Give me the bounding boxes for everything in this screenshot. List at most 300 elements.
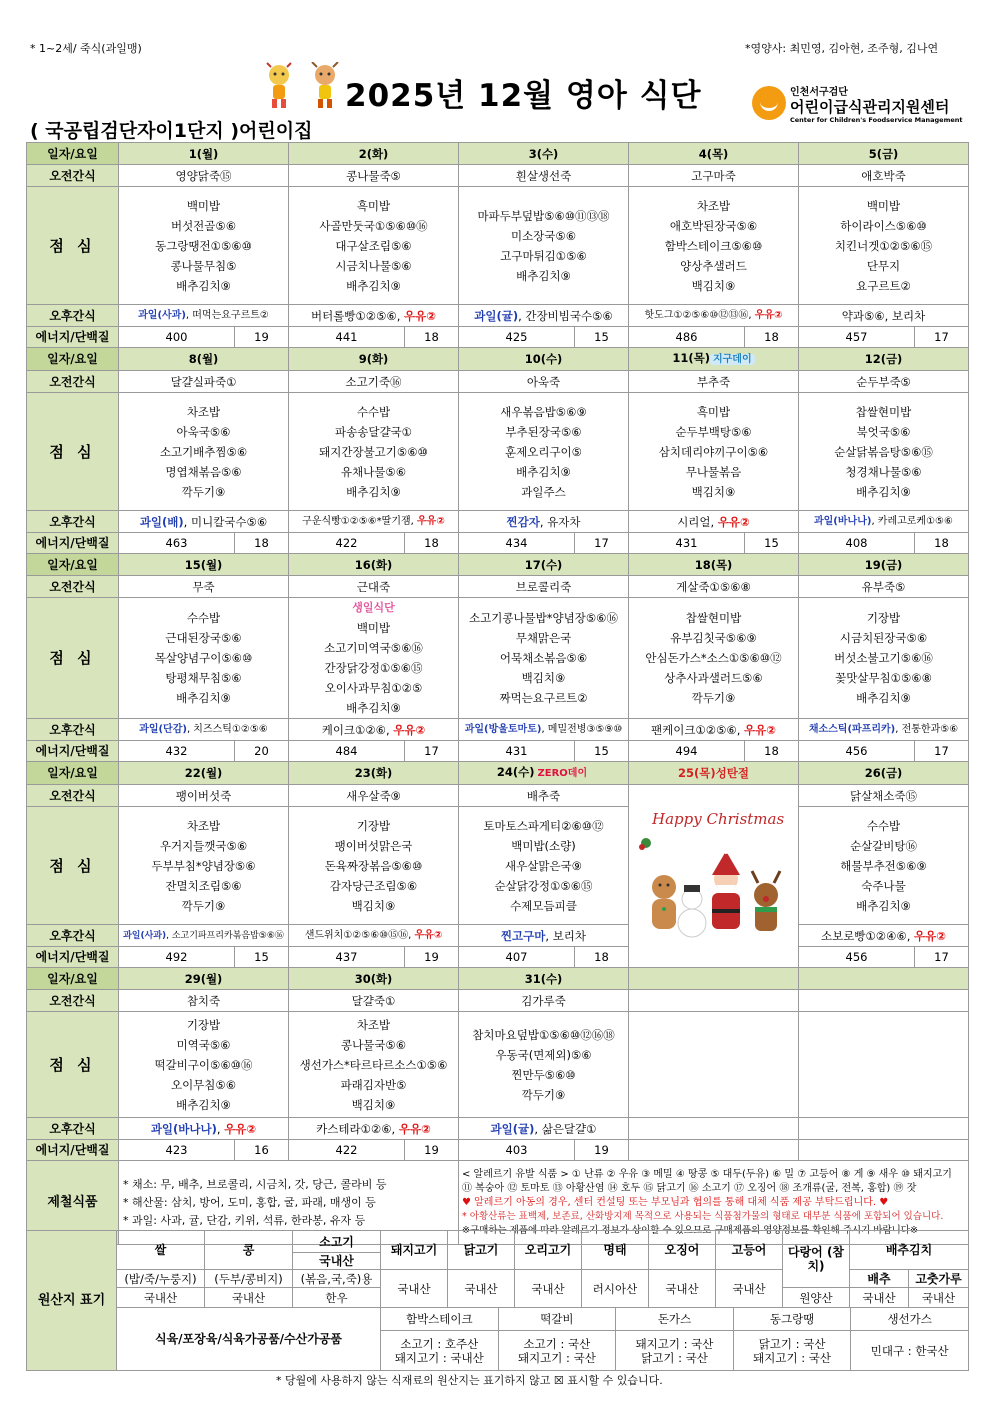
am-snack: 팽이버섯죽	[119, 785, 289, 807]
origin-head: 고등어	[716, 1231, 783, 1270]
fruit-item: 과일(사과)	[123, 930, 167, 941]
pm-snack	[799, 925, 969, 947]
pm-snack	[629, 305, 799, 327]
day-header	[289, 762, 459, 785]
energy-value: 431	[459, 741, 575, 762]
christmas-cell	[629, 785, 799, 968]
lunch-item: 잔멸치조림⑤⑥	[165, 878, 242, 893]
processed-foods	[381, 1308, 968, 1370]
mascot-icon	[264, 62, 294, 110]
origin-head: 쌀	[117, 1231, 205, 1270]
lunch-item: 차조밥	[186, 818, 221, 833]
lunch-item: 소고기미역국⑤⑥⑯	[324, 641, 423, 655]
processed-item	[498, 1308, 616, 1370]
lunch-item: 배추김치⑨	[516, 464, 571, 479]
lunch-item: 오이무침⑤⑥	[170, 1077, 237, 1092]
lunch-item: 기장밥	[356, 818, 391, 833]
protein-value: 19	[235, 327, 289, 348]
protein-value: 15	[575, 327, 629, 348]
protein-value: 16	[235, 1140, 289, 1161]
lunch-item: 차조밥	[356, 1017, 391, 1032]
pm-snack-label: 오후간식	[27, 925, 119, 947]
lunch-item: 백미밥(소량)	[511, 838, 576, 853]
milk-item: 우유②	[717, 514, 750, 529]
fruit-item: 과일(바나나)	[813, 515, 872, 527]
lunch-menu	[799, 187, 969, 305]
origin-head: 오징어	[649, 1231, 716, 1270]
lunch-item: 배추김치⑨	[176, 691, 231, 705]
origin-head: 콩	[205, 1231, 293, 1270]
day-header	[629, 143, 799, 165]
am-snack: 김가루죽	[459, 990, 629, 1012]
snack-item: 팬케이크①②⑤⑥,	[651, 722, 745, 737]
empty-cell	[629, 1012, 799, 1118]
energy-value: 457	[799, 327, 915, 348]
day-date: 12(금)	[864, 352, 903, 366]
milk-item: 우유②	[744, 722, 776, 737]
lunch-menu	[459, 187, 629, 305]
day-date: 15(월)	[184, 557, 223, 572]
lunch-menu	[459, 807, 629, 925]
lunch-item: 우거지들깻국⑤⑥	[159, 838, 248, 853]
pm-snack	[459, 1118, 629, 1140]
lunch-item: 참치마요덮밥①⑤⑥⑩⑫⑯⑱	[472, 1027, 615, 1042]
day-header	[289, 348, 459, 371]
day-header	[289, 554, 459, 576]
protein-value: 19	[405, 1140, 459, 1161]
lunch-item: 목살양념구이⑤⑥⑩	[154, 651, 253, 665]
lunch-menu	[119, 187, 289, 305]
milk-item: 우유②	[398, 1121, 431, 1136]
am-snack-label: 오전간식	[27, 990, 119, 1012]
lunch-item: 시금치나물⑤⑥	[335, 258, 412, 273]
day-header	[799, 143, 969, 165]
lunch-item: 치킨너겟①②⑤⑥⑮	[834, 238, 933, 253]
am-snack: 게살죽①⑤⑥⑧	[629, 576, 799, 598]
origin-label: 원산지 표기	[27, 1231, 117, 1371]
lunch-item: 차조밥	[696, 198, 731, 213]
processed-origin: 돼지고기 : 국산	[635, 1336, 714, 1351]
lunch-label: 점 심	[27, 1012, 119, 1118]
christmas-illustration-icon	[634, 837, 794, 947]
lunch-item: 배추김치⑨	[176, 278, 231, 293]
energy-value: 486	[629, 327, 745, 348]
day-header	[799, 968, 969, 990]
milk-item: 우유②	[914, 928, 946, 943]
am-snack: 아욱죽	[459, 371, 629, 393]
lunch-label: 점 심	[27, 393, 119, 511]
day-header	[459, 348, 629, 371]
empty-cell	[799, 1118, 969, 1140]
pm-snack	[119, 305, 289, 327]
snack-item: , 간장비빔국수⑤⑥	[518, 308, 613, 323]
lunch-item: 유채나물⑤⑥	[340, 464, 407, 479]
lunch-item: 어묵채소볶음⑤⑥	[499, 651, 588, 665]
pm-snack	[799, 719, 969, 741]
am-snack: 콩나물죽⑤	[289, 165, 459, 187]
lunch-menu	[289, 187, 459, 305]
lunch-item: 탕평채무침⑤⑥	[165, 671, 242, 685]
lunch-item: 팽이버섯맑은국	[334, 838, 413, 853]
origin-value: 러시아산	[582, 1270, 649, 1308]
am-snack: 고구마죽	[629, 165, 799, 187]
lunch-item: 수수밥	[866, 818, 901, 833]
pm-snack-label: 오후간식	[27, 1118, 119, 1140]
footer-note: * 당월에 사용하지 않는 식재료의 원산지는 표기하지 않고 ☒ 표시할 수 있습니다.	[276, 1374, 663, 1387]
lunch-item: 생선가스*타르타르소스①⑤⑥	[299, 1057, 448, 1072]
day-header	[629, 554, 799, 576]
lunch-item: 미역국⑤⑥	[176, 1037, 231, 1052]
processed-label: 식육/포장육/식육가공품/수산가공품	[117, 1308, 381, 1371]
processed-name: 생선가스	[851, 1308, 968, 1331]
fruit-item: 과일(방울토마토)	[464, 723, 542, 735]
origin-value: 한우	[293, 1288, 381, 1308]
pm-snack	[459, 719, 629, 741]
day-date: 29(월)	[184, 971, 223, 986]
protein-value: 18	[405, 327, 459, 348]
origin-value: 국내산	[448, 1270, 515, 1308]
milk-item: 우유②	[393, 722, 426, 737]
lunch-item: 짜먹는요구르트②	[499, 691, 588, 705]
origin-head: 닭고기	[448, 1231, 515, 1270]
lunch-menu	[289, 393, 459, 511]
day-header	[459, 968, 629, 990]
protein-value: 18	[915, 533, 969, 554]
lunch-menu	[119, 598, 289, 719]
fruit-item: 과일(귤)	[490, 1121, 535, 1136]
day-date: 26(금)	[864, 766, 903, 780]
processed-name: 동그랑땡	[734, 1308, 851, 1331]
empty-cell	[629, 1140, 799, 1161]
lunch-item: 꽃맛살무침①⑤⑥⑧	[835, 671, 932, 685]
day-header	[119, 554, 289, 576]
energy-value: 437	[289, 947, 405, 968]
lunch-item: 기장밥	[866, 611, 901, 625]
energy-value: 423	[119, 1140, 235, 1161]
energy-value: 431	[629, 533, 745, 554]
pm-snack	[119, 925, 289, 947]
lunch-item: 사골만둣국①⑤⑥⑩⑯	[319, 218, 428, 233]
center-logo-english: Center for Children's Foodservice Management	[790, 116, 963, 124]
day-header	[119, 762, 289, 785]
lunch-menu	[459, 1012, 629, 1118]
lunch-item: 돈육짜장볶음⑤⑥⑩	[324, 858, 423, 873]
energy-value: 494	[629, 741, 745, 762]
lunch-item: 고구마튀김①⑤⑥	[500, 248, 587, 263]
lunch-item: 순살닭볶음탕⑤⑥⑮	[834, 444, 933, 459]
day-date: 25(목)성탄절	[678, 766, 749, 780]
lunch-item: 백김치⑨	[351, 1097, 396, 1112]
lunch-menu	[459, 393, 629, 511]
snack-item: , 보리차	[545, 928, 587, 943]
day-header	[629, 762, 799, 785]
milk-item: 우유②	[417, 515, 445, 527]
protein-value: 20	[235, 741, 289, 762]
day-date: 22(월)	[184, 766, 223, 780]
protein-value: 18	[745, 741, 799, 762]
origin-kimchi-sub: 고춧가루	[909, 1270, 969, 1288]
lunch-item: 버섯전골⑤⑥	[170, 218, 237, 233]
day-header	[119, 968, 289, 990]
day-date: 17(수)	[524, 557, 563, 572]
allergy-line3: * 아황산류는 표백제, 보존료, 산화방지제 목적으로 사용되는 식품첨가물의 형태로 대부분 식품에 포함되어 있습니다.	[462, 1210, 944, 1222]
origin-sub: (밥/죽/누룽지)	[117, 1270, 205, 1288]
allergy-line1: < 알레르기 유발 식품 > ① 난류 ② 우유 ③ 메밀 ④ 땅콩 ⑤ 대두(두유) ⑥ 밀 ⑦ 고등어 ⑧ 게 ⑨ 새우 ⑩ 돼지고기 ⑪ 복숭아 ⑫ 토마토 ⑬ 아황산염 ⑭ 호두 ⑮ 닭고기 ⑯ 소고기 ⑰ 오징어 ⑱ 조개류(굴, 전복, 홍합) ⑲ 잣	[462, 1168, 952, 1194]
lunch-item: 찹쌀현미밥	[855, 404, 912, 419]
lunch-item: 찹쌀현미밥	[685, 611, 742, 625]
processed-origin: 돼지고기 : 국산	[517, 1350, 596, 1365]
fruit-item: 찐감자	[506, 514, 540, 529]
pm-snack	[119, 719, 289, 741]
lunch-item: 아욱국⑤⑥	[176, 424, 231, 439]
energy-value: 463	[119, 533, 235, 554]
snack-item: 약과⑤⑥, 보리차	[841, 308, 926, 323]
lunch-item: 애호박된장국⑤⑥	[669, 218, 758, 233]
energy-value: 441	[289, 327, 405, 348]
day-date: 11(목)	[672, 351, 710, 365]
lunch-menu	[799, 807, 969, 925]
am-snack-label: 오전간식	[27, 576, 119, 598]
protein-value: 17	[915, 327, 969, 348]
energy-value: 422	[289, 533, 405, 554]
fruit-item: 과일(배)	[139, 514, 184, 529]
day-header	[289, 968, 459, 990]
lunch-item: 오이사과무침①②⑤	[324, 681, 423, 695]
am-snack-label: 오전간식	[27, 785, 119, 807]
lunch-item: 소고기배추찜⑤⑥	[159, 444, 248, 459]
lunch-item: 콩나물무침⑤	[170, 258, 237, 273]
day-header	[799, 762, 969, 785]
empty-cell	[629, 1118, 799, 1140]
lunch-item: 토마토스파게티②⑥⑩⑫	[483, 818, 604, 833]
lunch-menu	[629, 393, 799, 511]
school-name: ( 국공립검단자이1단지 )어린이집	[30, 120, 313, 142]
seasonal-line: * 해산물: 삼치, 방어, 도미, 홍합, 굴, 파래, 매생이 등	[123, 1195, 376, 1209]
lunch-item: 과일주스	[521, 484, 566, 499]
lunch-item: 수수밥	[356, 404, 391, 419]
origin-value: 국내산	[716, 1270, 783, 1308]
origin-value: 국내산	[117, 1288, 205, 1308]
lunch-menu	[799, 598, 969, 719]
origin-head: 돼지고기	[381, 1231, 448, 1270]
origin-head: 소고기	[293, 1231, 381, 1253]
lunch-item: 깍두기⑨	[691, 691, 736, 705]
energy-value: 422	[289, 1140, 405, 1161]
origin-kimchi-sub: 배추	[850, 1270, 909, 1288]
lunch-item: 감자당근조림⑤⑥	[329, 878, 418, 893]
am-snack: 닭살채소죽⑮	[799, 785, 969, 807]
am-snack: 애호박죽	[799, 165, 969, 187]
date-label: 일자/요일	[27, 554, 119, 576]
day-date: 16(화)	[354, 557, 393, 572]
event-badge: ZERO데이	[537, 768, 588, 779]
lunch-item: 흑미밥	[696, 404, 731, 419]
protein-value: 18	[235, 533, 289, 554]
energy-label: 에너지/단백질	[27, 947, 119, 968]
processed-origin: 돼지고기 : 국내산	[394, 1350, 484, 1365]
snack-item: , 메밀전병③⑤⑨⑩	[541, 723, 623, 735]
lunch-item: 훈제오리구이⑤	[505, 444, 582, 459]
day-header	[459, 554, 629, 576]
origin-value: 국내산	[205, 1288, 293, 1308]
pm-snack	[799, 511, 969, 533]
pm-snack-label: 오후간식	[27, 511, 119, 533]
day-date: 8(월)	[188, 352, 219, 366]
lunch-menu	[289, 1012, 459, 1118]
snack-item: , 떠먹는요구르트②	[185, 309, 269, 321]
protein-value: 15	[575, 741, 629, 762]
snack-item: 버터롤빵①②⑤⑥,	[311, 308, 405, 323]
date-label: 일자/요일	[27, 348, 119, 371]
processed-name: 떡갈비	[499, 1308, 616, 1331]
lunch-item: 백김치⑨	[351, 898, 396, 913]
processed-origin: 민대구 : 한국산	[870, 1343, 949, 1358]
lunch-item: 동그랑땡전①⑤⑥⑩	[155, 238, 252, 253]
lunch-item: 새우살맑은국⑨	[505, 858, 582, 873]
protein-value: 15	[235, 947, 289, 968]
energy-label: 에너지/단백질	[27, 327, 119, 348]
origin-value: 국내산	[909, 1288, 969, 1308]
processed-name: 함박스테이크	[381, 1308, 498, 1331]
protein-value: 15	[745, 533, 799, 554]
date-label: 일자/요일	[27, 762, 119, 785]
am-snack: 달걀실파죽①	[119, 371, 289, 393]
energy-value: 456	[799, 741, 915, 762]
lunch-item: 떡갈비구이⑤⑥⑩⑯	[154, 1057, 253, 1072]
origin-sub: (두부/콩비지)	[205, 1270, 293, 1288]
origin-sub: (볶음,국,죽)용	[293, 1270, 381, 1288]
event-badge: 지구데이	[710, 354, 755, 365]
protein-value: 19	[575, 1140, 629, 1161]
empty-cell	[629, 990, 799, 1012]
dietitian-note: *영양사: 최민영, 김아현, 조주형, 김나연	[745, 42, 939, 55]
snack-item: 핫도그①②⑤⑥⑩⑫⑬⑯,	[644, 309, 755, 321]
lunch-item: 차조밥	[186, 404, 221, 419]
energy-value: 403	[459, 1140, 575, 1161]
lunch-menu	[459, 598, 629, 719]
pm-snack	[629, 719, 799, 741]
day-date: 5(금)	[868, 146, 899, 161]
lunch-item: 청경채나물⑤⑥	[845, 464, 922, 479]
am-snack: 배추죽	[459, 785, 629, 807]
am-snack-label: 오전간식	[27, 371, 119, 393]
lunch-item: 수제모듬피클	[510, 898, 577, 913]
lunch-item: 백김치⑨	[691, 484, 736, 499]
lunch-item: 명엽채볶음⑤⑥	[165, 464, 242, 479]
am-snack: 근대죽	[289, 576, 459, 598]
milk-item: 우유②	[404, 308, 436, 323]
lunch-item: 백미밥	[186, 198, 221, 213]
lunch-item: 숙주나물	[861, 878, 906, 893]
milk-item: 우유②	[224, 1121, 257, 1136]
lunch-item: 함박스테이크⑤⑥⑩	[664, 238, 763, 253]
day-date: 9(화)	[358, 352, 389, 366]
lunch-item: 유부김칫국⑤⑥⑨	[670, 631, 757, 645]
day-header	[119, 143, 289, 165]
lunch-item: 배추김치⑨	[346, 484, 401, 499]
empty-cell	[799, 1012, 969, 1118]
fruit-item: 과일(사과)	[138, 309, 186, 321]
am-snack: 브로콜리죽	[459, 576, 629, 598]
lunch-item: 북엇국⑤⑥	[856, 424, 911, 439]
lunch-item: 백미밥	[866, 198, 901, 213]
am-snack: 유부죽⑤	[799, 576, 969, 598]
lunch-item: 버섯소불고기⑤⑥⑯	[834, 651, 933, 665]
day-header	[289, 143, 459, 165]
protein-value: 18	[405, 533, 459, 554]
seasonal-label: 제철식품	[27, 1161, 119, 1245]
processed-origin: 돼지고기 : 국산	[753, 1350, 831, 1365]
am-snack: 무죽	[119, 576, 289, 598]
origin-value: 원양산	[783, 1288, 850, 1308]
am-snack: 소고기죽⑯	[289, 371, 459, 393]
fruit-item: 채소스틱(파프리카)	[808, 723, 896, 735]
lunch-item: 순살닭강정①⑤⑥⑮	[494, 878, 593, 893]
lunch-item: 찐만두⑤⑥⑩	[511, 1067, 576, 1082]
origin-head: 다랑어 (참치)	[783, 1231, 850, 1288]
origin-value: 국내산	[381, 1270, 448, 1308]
lunch-item: 깍두기⑨	[181, 484, 226, 499]
pm-snack	[289, 719, 459, 741]
empty-cell	[799, 1140, 969, 1161]
lunch-item: 배추김치⑨	[856, 691, 911, 705]
lunch-menu	[289, 598, 459, 719]
snack-item: , 치즈스틱①②⑤⑥	[186, 723, 268, 735]
day-date: 10(수)	[524, 352, 563, 366]
lunch-item: 미소장국⑤⑥	[510, 228, 577, 243]
lunch-item: 백김치⑨	[521, 671, 566, 685]
lunch-item: 시금치된장국⑤⑥	[839, 631, 928, 645]
lunch-menu	[119, 1012, 289, 1118]
lunch-item: 배추김치⑨	[176, 1097, 231, 1112]
pm-snack	[289, 511, 459, 533]
lunch-item: 요구르트②	[856, 278, 911, 293]
processed-item	[850, 1308, 968, 1370]
processed-origin: 닭고기 : 국산	[641, 1350, 708, 1365]
processed-item	[615, 1308, 733, 1370]
seasonal-line: * 채소: 무, 배추, 브로콜리, 시금치, 갓, 당근, 콜라비 등	[123, 1177, 387, 1191]
empty-cell	[799, 990, 969, 1012]
lunch-item: 새우볶음밥⑤⑥⑨	[500, 404, 587, 419]
menu-table	[26, 142, 969, 1245]
lunch-label: 점 심	[27, 187, 119, 305]
allergy-line4: ※구매하는 제품에 따라 알레르기 정보가 상이할 수 있으므로 구매제품의 영양정보를 확인해 주시기 바랍니다※	[462, 1224, 918, 1236]
am-snack: 달걀죽①	[289, 990, 459, 1012]
energy-value: 400	[119, 327, 235, 348]
processed-origin: 닭고기 : 국산	[758, 1336, 826, 1351]
lunch-item: 근대된장국⑤⑥	[165, 631, 242, 645]
snack-item: , 유자차	[539, 514, 581, 529]
christmas-greeting: Happy Christmas	[652, 810, 785, 828]
pm-snack	[119, 511, 289, 533]
snack-item: , 삶은달걀①	[534, 1121, 597, 1136]
lunch-item: 기장밥	[186, 1017, 221, 1032]
milk-item: 우유②	[754, 309, 783, 321]
lunch-item: 부추된장국⑤⑥	[505, 424, 582, 439]
energy-value: 456	[799, 947, 915, 968]
snack-item: , 전통한과⑤⑥	[895, 723, 959, 735]
lunch-menu	[629, 598, 799, 719]
snack-item: 카스테라①②⑥,	[316, 1121, 399, 1136]
lunch-item: 마파두부덮밥⑤⑥⑩⑪⑬⑱	[477, 208, 610, 223]
lunch-item: 순살갈비탕⑯	[849, 838, 918, 853]
lunch-item: 하이라이스⑤⑥⑩	[840, 218, 927, 233]
origin-value: 국내산	[515, 1270, 582, 1308]
energy-value: 407	[459, 947, 575, 968]
protein-value: 17	[575, 533, 629, 554]
lunch-item: 배추김치⑨	[516, 268, 571, 283]
lunch-item: 깍두기⑨	[521, 1087, 566, 1102]
